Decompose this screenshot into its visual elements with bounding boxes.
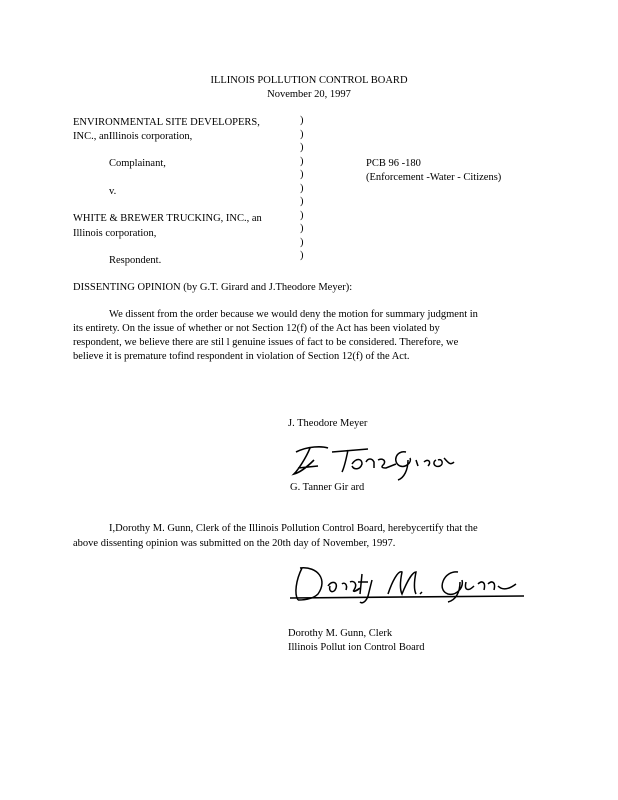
caption-paren: ) bbox=[300, 142, 304, 153]
opinion-body-line: We dissent from the order because we would deny the motion for summary judgment in bbox=[109, 309, 478, 320]
board-title: ILLINOIS POLLUTION CONTROL BOARD bbox=[210, 75, 408, 86]
girard-signature-name: G. Tanner Gir ard bbox=[290, 482, 365, 493]
caption-paren: ) bbox=[300, 209, 304, 221]
opinion-body-line: believe it is premature tofind respondent in violation of Section 12(f) of the Act. bbox=[73, 351, 410, 362]
caption-paren: ) bbox=[300, 128, 304, 140]
caption-paren: ) bbox=[300, 196, 304, 207]
clerk-handwritten-signature bbox=[288, 560, 528, 605]
opinion-body-line: respondent, we believe there are stil l genuine issues of fact to be considered. Therefore, we bbox=[73, 337, 459, 348]
case-number: PCB 96 -180 bbox=[366, 158, 421, 169]
certification-line: above dissenting opinion was submitted on the 20th day of November, 1997. bbox=[73, 538, 396, 549]
girard-handwritten-signature bbox=[288, 440, 458, 482]
caption-paren: ) bbox=[300, 155, 304, 167]
caption-paren: ) bbox=[300, 223, 304, 234]
case-type: (Enforcement -Water - Citizens) bbox=[366, 172, 502, 183]
respondent-name-line1: WHITE & BREWER TRUCKING, INC., an bbox=[73, 213, 262, 224]
caption-parenthesis-column bbox=[300, 114, 310, 263]
caption-paren: ) bbox=[300, 169, 304, 180]
caption-paren: ) bbox=[300, 115, 304, 126]
caption-paren: ) bbox=[300, 182, 304, 194]
caption-paren: ) bbox=[300, 250, 304, 261]
clerk-name: Dorothy M. Gunn, Clerk bbox=[288, 628, 393, 639]
versus-label: v. bbox=[109, 186, 117, 197]
respondent-role: Respondent. bbox=[109, 255, 162, 266]
caption-paren: ) bbox=[300, 236, 304, 248]
respondent-name-line2: Illinois corporation, bbox=[73, 228, 157, 239]
clerk-office: Illinois Pollut ion Control Board bbox=[288, 642, 425, 653]
certification-line: I,Dorothy M. Gunn, Clerk of the Illinois Pollution Control Board, herebycertify that the bbox=[109, 523, 478, 534]
dissenting-opinion-heading: DISSENTING OPINION (by G.T. Girard and J.Theodore Meyer): bbox=[73, 282, 353, 293]
document-date: November 20, 1997 bbox=[267, 89, 351, 100]
complainant-role: Complainant, bbox=[109, 158, 166, 169]
meyer-signature-name: J. Theodore Meyer bbox=[288, 418, 368, 429]
complainant-name-line1: ENVIRONMENTAL SITE DEVELOPERS, bbox=[73, 117, 260, 128]
opinion-body-line: its entirety. On the issue of whether or not Section 12(f) of the Act has been violated by bbox=[73, 323, 440, 334]
complainant-name-line2: INC., anIllinois corporation, bbox=[73, 131, 193, 142]
